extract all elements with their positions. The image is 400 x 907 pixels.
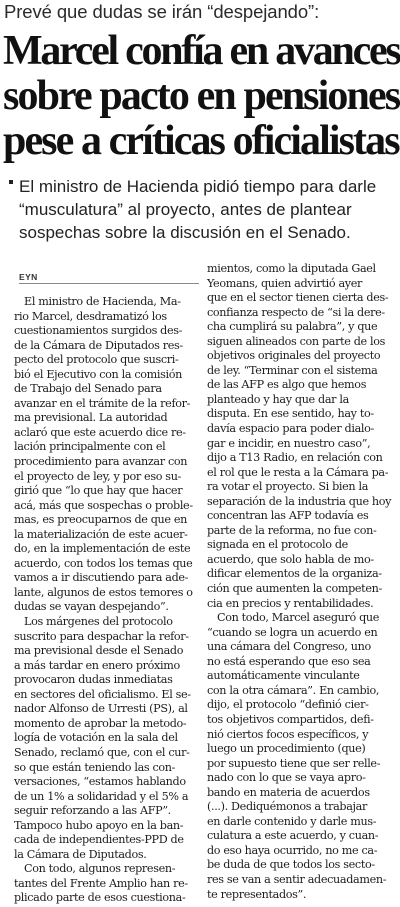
body-text-line: rio Marcel, desdramatizó los — [14, 309, 167, 323]
body-text-line: ra votar el proyecto. Si bien la — [207, 480, 369, 494]
body-text-line: girió que “lo que hay que hacer — [14, 484, 183, 498]
body-text-line: acuerdo, que solo habla de mo- — [207, 552, 374, 566]
kicker: Prevé que dudas se irán “despejando”: — [4, 1, 320, 22]
body-text-line: te representados”. — [207, 887, 307, 901]
lead-line: sospechas sobre la discusión en el Senado. — [19, 223, 351, 242]
body-text-line: Con todo, algunos represen- — [24, 862, 176, 876]
body-text-line: una cámara del Congreso, uno — [207, 640, 371, 654]
body-text-line: bió el Ejecutivo con la comisión — [14, 367, 183, 381]
body-text-line: Senado, reclamó que, con el cur- — [14, 745, 190, 759]
body-text-line: cuestionamientos surgidos des- — [14, 324, 183, 338]
body-text-line: cada de independientes-PPD de — [14, 833, 184, 847]
body-text-line: provocaron dudas inmediatas — [14, 673, 173, 687]
body-text-line: aclaró que este acuerdo dice re- — [14, 425, 186, 439]
lead-line: El ministro de Hacienda pidió tiempo para darle — [19, 177, 377, 196]
body-text-line: la Cámara de Diputados. — [14, 847, 147, 861]
body-text-line: (...). Dediquémonos a trabajar — [207, 800, 367, 814]
body-text-line: acá, más que sospechas o proble- — [14, 498, 193, 512]
body-text-line: davía espacio para poder dialo- — [207, 422, 374, 436]
body-text-line: Yeomans, quien advirtió ayer — [207, 276, 363, 290]
body-text-line: nado con lo que se vaya apro- — [207, 771, 366, 785]
body-text-line: nió ciertos focos específicos, y — [207, 727, 369, 741]
body-text-line: concentran las AFP todavía es — [207, 509, 369, 523]
body-text-line: nador Alfonso de Urresti (PS), al — [14, 702, 188, 716]
body-text-line: mas, es preocuparnos de que en — [14, 513, 188, 527]
body-text-line: be duda de que todos los secto- — [207, 858, 375, 872]
body-text-line: pecto del protocolo que suscri- — [14, 353, 179, 367]
body-text-line: en sectores del oficialismo. El se- — [14, 687, 191, 701]
body-text-line: res se van a sentir adecuadamen- — [207, 872, 387, 886]
body-text-line: cha cumplirá su palabra”, y que — [207, 320, 378, 334]
body-text-line: avanzar en el trámite de la refor- — [14, 396, 191, 410]
body-text-line: suscrito para despachar la refor- — [14, 629, 189, 643]
body-text-line: Los márgenes del protocolo — [24, 615, 173, 629]
byline: EYN — [19, 272, 38, 282]
body-column-left — [14, 295, 200, 906]
body-text-line: automáticamente vinculante — [207, 669, 360, 683]
body-text-line: que en el sector tienen cierta des- — [207, 291, 389, 305]
body-text-line: no está esperando que eso sea — [207, 654, 371, 668]
body-text-line: de un 1% a solidaridad y el 5% a — [14, 789, 189, 803]
body-text-line: siguen alineados con parte de los — [207, 334, 386, 348]
headline-line: sobre pacto en pensiones — [3, 73, 400, 119]
body-text-line: tantes del Frente Amplio han re- — [14, 876, 188, 890]
body-text-line: ción que aumenten la competen- — [207, 582, 382, 596]
body-text-line: procedimiento para avanzar con — [14, 455, 188, 469]
body-text-line: logía de votación en la sala del — [14, 731, 178, 745]
body-text-line: de las AFP es algo que hemos — [207, 378, 367, 392]
lead-summary — [9, 178, 397, 250]
body-text-line: por supuesto tiene que ser relle- — [207, 756, 381, 770]
body-text-line: dijo a T13 Radio, en relación con — [207, 451, 383, 465]
body-text-line: lante, algunos de estos temores o — [14, 585, 193, 599]
body-text-line: dificar elementos de la organiza- — [207, 567, 382, 581]
body-text-line: bando en materia de acuerdos — [207, 785, 370, 799]
body-text-line: seguir reforzando a las AFP”. — [14, 804, 171, 818]
body-text-line: acuerdo, con todos los temas que — [14, 556, 193, 570]
body-text-line: plicado parte de esos cuestiona- — [14, 891, 186, 905]
lead-text — [19, 175, 399, 244]
body-text-line: la materialización de este acuer- — [14, 527, 188, 541]
body-text-line: planteado y hay que dar la — [207, 392, 349, 406]
body-text-line: versaciones, “estamos hablando — [14, 775, 186, 789]
body-text-line: cia en precios y rentabilidades. — [207, 596, 374, 610]
body-text-line: el proyecto de ley, y por eso su- — [14, 469, 181, 483]
body-text-line: so que están teniendo las con- — [14, 760, 176, 774]
square-bullet-icon — [9, 180, 13, 184]
body-text-line: parte de la reforma, no fue con- — [207, 523, 377, 537]
body-text-line: dudas se vayan despejando”. — [14, 600, 169, 614]
body-text-line: disputa. En ese sentido, hay to- — [207, 407, 374, 421]
body-text-line: “cuando se logra un acuerdo en — [207, 625, 378, 639]
body-text-line: dijo, el protocolo “definió cier- — [207, 698, 369, 712]
headline-line: Marcel confía en avances — [3, 28, 400, 74]
body-text-line: vamos a ir discutiendo para ade- — [14, 571, 189, 585]
body-text-line: El ministro de Hacienda, Ma- — [24, 295, 181, 308]
body-text-line: de ley. “Terminar con el sistema — [207, 363, 378, 377]
body-text-line: do, en la implementación de este — [14, 542, 191, 556]
body-text-line: de Trabajo del Senado para — [14, 382, 162, 396]
body-text-line: a más tardar en enero próximo — [14, 658, 180, 672]
body-text-line: do eso haya ocurrido, no me ca- — [207, 843, 378, 857]
body-text-line: signada en el protocolo de — [207, 538, 348, 552]
headline — [3, 29, 399, 164]
body-text-line: ma previsional. La autoridad — [14, 411, 168, 425]
body-text-line: Con todo, Marcel aseguró que — [217, 611, 380, 625]
body-text-line: ma previsional desde el Senado — [14, 644, 184, 658]
byline-divider — [19, 283, 199, 284]
body-text-line: en darle contenido y darle mus- — [207, 814, 377, 828]
body-column-right — [207, 262, 393, 902]
body-text-line: con la otra cámara”. En cambio, — [207, 683, 380, 697]
body-text-line: culatura a este acuerdo, y cuan- — [207, 829, 379, 843]
body-text-line: mientos, como la diputada Gael — [207, 262, 376, 275]
lead-line: “musculatura” al proyecto, antes de plantear — [19, 200, 352, 219]
body-text-line: momento de aprobar la metodo- — [14, 716, 187, 730]
body-text-line: de la Cámara de Diputados res- — [14, 338, 183, 352]
body-text-line: gar e incidir, en nuestro caso”, — [207, 436, 371, 450]
body-text-line: objetivos originales del proyecto — [207, 349, 381, 363]
body-text-line: Tampoco hubo apoyo en la ban- — [14, 818, 184, 832]
body-text-line: lación principalmente con el — [14, 440, 166, 454]
body-text-line: tos objetivos compartidos, defi- — [207, 712, 374, 726]
body-text-line: luego un procedimiento (que) — [207, 742, 366, 756]
body-text-line: el rol que le resta a la Cámara pa- — [207, 465, 389, 479]
body-text-line: confianza respecto de “si la dere- — [207, 305, 385, 319]
body-text-line: separación de la industria que hoy — [207, 494, 392, 508]
headline-line: pese a críticas oficialistas — [3, 118, 399, 164]
